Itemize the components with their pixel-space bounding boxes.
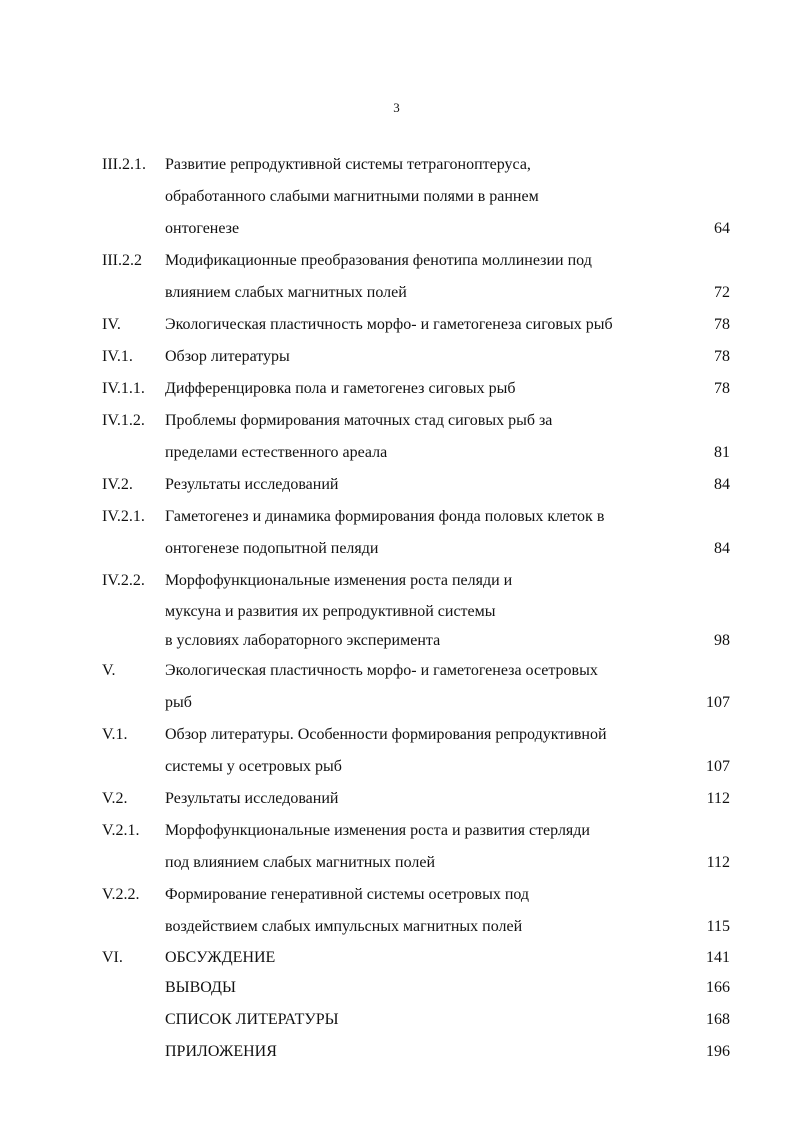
toc-entry-number: III.2.1.	[102, 156, 146, 173]
toc-entry-number: IV.2.1.	[102, 508, 145, 525]
toc-entry-number: V.2.	[102, 790, 128, 807]
toc-entry-page: 168	[706, 1011, 730, 1028]
toc-entry-title: рыб	[165, 694, 192, 711]
toc-entry	[0, 501, 793, 565]
toc-entry-page: 72	[714, 284, 730, 301]
toc-line	[0, 597, 793, 626]
toc-line	[0, 437, 793, 469]
toc-line	[0, 751, 793, 783]
toc-entry-title: под влиянием слабых магнитных полей	[165, 854, 436, 871]
toc-entry-number: VI.	[102, 949, 123, 966]
toc-entry-number: IV.1.1.	[102, 380, 145, 397]
toc-entry-title: Обзор литературы. Особенности формирования репродуктивной	[165, 726, 607, 743]
toc-entry-page: 112	[706, 854, 730, 871]
toc-entry-title: Гаметогенез и динамика формирования фонда половых клеток в	[165, 508, 605, 525]
toc-line	[0, 815, 793, 847]
toc-line	[0, 972, 793, 1004]
toc-line	[0, 213, 793, 245]
toc-entry	[0, 655, 793, 719]
toc-entry-title: Модификационные преобразования фенотипа моллинезии под	[165, 252, 592, 269]
toc-entry-title: Экологическая пластичность морфо- и гаметогенеза сиговых рыб	[165, 316, 613, 333]
toc-entry-page: 98	[714, 632, 730, 649]
toc-entry-title: Морфофункциональные изменения роста и развития стерляди	[165, 822, 590, 839]
toc-line	[0, 405, 793, 437]
toc-entry	[0, 719, 793, 783]
toc-line	[0, 501, 793, 533]
toc-entry	[0, 309, 793, 341]
toc-line	[0, 687, 793, 719]
toc-entry	[0, 469, 793, 501]
toc-entry-title: пределами естественного ареала	[165, 444, 388, 461]
toc-line	[0, 847, 793, 879]
toc-entry-title: системы у осетровых рыб	[165, 758, 342, 775]
toc-entry-page: 78	[714, 348, 730, 365]
toc-entry-page: 196	[706, 1043, 730, 1060]
toc-line	[0, 277, 793, 309]
toc-line	[0, 469, 793, 501]
toc-entry	[0, 405, 793, 469]
toc-entry-number: IV.1.	[102, 348, 133, 365]
toc-entry-page: 166	[706, 979, 730, 996]
toc-entry	[0, 1036, 793, 1068]
toc-line	[0, 655, 793, 687]
toc-entry-title: Проблемы формирования маточных стад сиговых рыб за	[165, 412, 553, 429]
toc-line	[0, 373, 793, 405]
toc-line	[0, 341, 793, 373]
toc-entry-page: 112	[706, 790, 730, 807]
toc-line	[0, 783, 793, 815]
toc-entry-number: V.2.2.	[102, 886, 140, 903]
toc-entry-title: ПРИЛОЖЕНИЯ	[165, 1043, 277, 1060]
toc-entry-page: 84	[714, 540, 730, 557]
toc-entry-title: онтогенезе подопытной пеляди	[165, 540, 379, 557]
toc-entry-number: IV.1.2.	[102, 412, 145, 429]
toc-line	[0, 1036, 793, 1068]
toc-entry	[0, 943, 793, 972]
page-number: 3	[393, 100, 400, 115]
toc-entry	[0, 373, 793, 405]
toc-entry-number: IV.	[102, 316, 121, 333]
toc-line	[0, 149, 793, 181]
toc-entry-page: 78	[714, 380, 730, 397]
toc-entry	[0, 245, 793, 309]
toc-entry-title: Развитие репродуктивной системы тетрагоноптеруса,	[165, 156, 531, 173]
toc-entry-page: 84	[714, 476, 730, 493]
toc-entry-title: Результаты исследований	[165, 476, 339, 493]
toc-entry-page: 78	[714, 316, 730, 333]
toc-line	[0, 533, 793, 565]
toc-line	[0, 245, 793, 277]
toc-entry-title: Морфофункциональные изменения роста пеляди и	[165, 572, 513, 589]
toc-entry-page: 107	[706, 758, 730, 775]
toc-entry-title: влиянием слабых магнитных полей	[165, 284, 407, 301]
toc-entry-number: V.	[102, 662, 116, 679]
toc-entry-title: ОБСУЖДЕНИЕ	[165, 949, 276, 966]
toc-entry	[0, 815, 793, 879]
toc-line	[0, 1004, 793, 1036]
toc-entry	[0, 879, 793, 943]
toc-line	[0, 879, 793, 911]
toc-entry-title: ВЫВОДЫ	[165, 979, 236, 996]
toc-entry-title: Экологическая пластичность морфо- и гаметогенеза осетровых	[165, 662, 598, 679]
toc-entry-number: IV.2.2.	[102, 572, 145, 589]
toc-entry-number: V.2.1.	[102, 822, 140, 839]
toc-entry	[0, 341, 793, 373]
toc-entry-title: Дифференцировка пола и гаметогенез сиговых рыб	[165, 380, 516, 397]
toc-line	[0, 309, 793, 341]
toc-entry-number: III.2.2	[102, 252, 142, 269]
toc-line	[0, 943, 793, 972]
toc-entry-title: СПИСОК ЛИТЕРАТУРЫ	[165, 1011, 339, 1028]
toc-entry-title: Обзор литературы	[165, 348, 290, 365]
toc-entry-title: муксуна и развития их репродуктивной системы	[165, 603, 496, 620]
toc-entry-title: Результаты исследований	[165, 790, 339, 807]
toc-entry	[0, 1004, 793, 1036]
toc-entry-title: воздействием слабых импульсных магнитных полей	[165, 918, 523, 935]
toc-line	[0, 565, 793, 597]
toc-entry-page: 107	[706, 694, 730, 711]
toc-entry-page: 115	[706, 918, 730, 935]
toc-entry-title: онтогенезе	[165, 220, 240, 237]
toc-entry-title: обработанного слабыми магнитными полями в раннем	[165, 188, 539, 205]
toc-line	[0, 181, 793, 213]
toc-entry-title: Формирование генеративной системы осетровых под	[165, 886, 530, 903]
toc-line	[0, 911, 793, 943]
toc-entry	[0, 972, 793, 1004]
toc-line	[0, 719, 793, 751]
toc-entry	[0, 149, 793, 245]
toc-entry-page: 81	[714, 444, 730, 461]
toc-entry-title: в условиях лабораторного эксперимента	[165, 632, 441, 649]
toc-entry	[0, 783, 793, 815]
toc-line	[0, 626, 793, 655]
toc-entry	[0, 565, 793, 655]
toc-entry-page: 141	[706, 949, 730, 966]
toc-entry-page: 64	[714, 220, 730, 237]
table-of-contents	[0, 149, 793, 1068]
toc-entry-number: V.1.	[102, 726, 128, 743]
toc-entry-number: IV.2.	[102, 476, 133, 493]
